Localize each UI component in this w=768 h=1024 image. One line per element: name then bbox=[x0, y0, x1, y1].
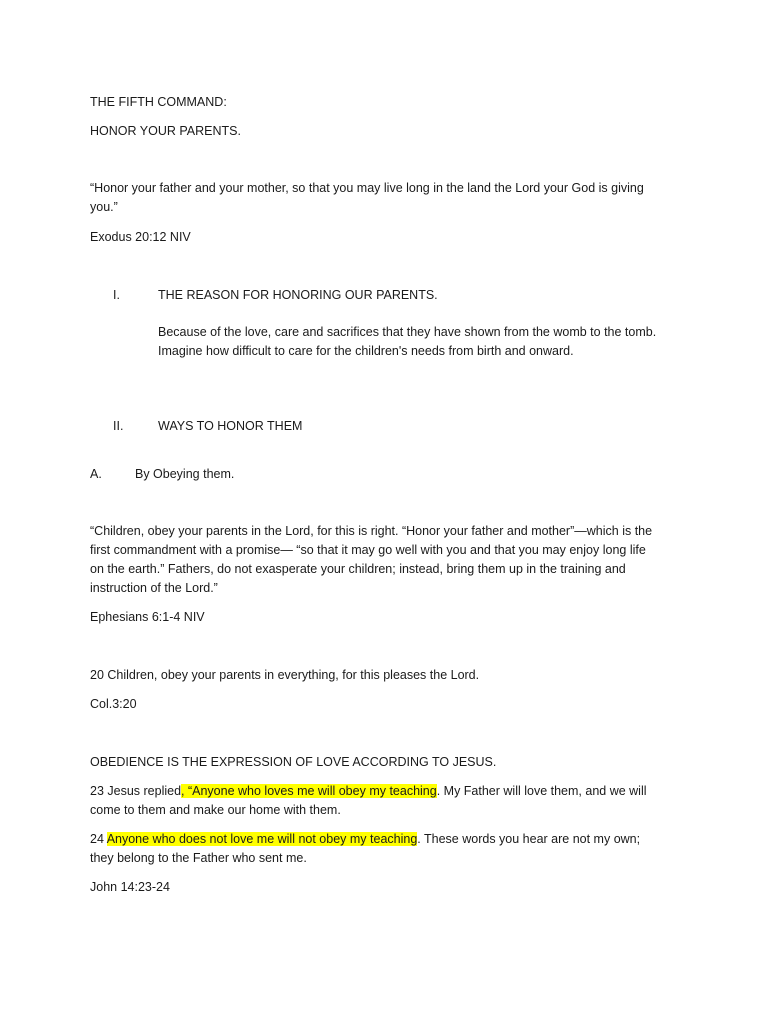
section-2-number: II. bbox=[113, 419, 124, 433]
verse-ephesians-line-1: “Children, obey your parents in the Lord, for this is right. “Honor your father and mother”—which is the bbox=[90, 524, 653, 538]
verse-23-suffix: . My Father will love them, and we will bbox=[436, 784, 647, 798]
document-subtitle: HONOR YOUR PARENTS. bbox=[90, 124, 241, 138]
verse-ephesians-line-3: on the earth.” Fathers, do not exasperate your children; instead, bring them up in the training and bbox=[90, 562, 626, 576]
verse-23-line-1 bbox=[90, 782, 647, 801]
document-title: THE FIFTH COMMAND: bbox=[90, 95, 227, 109]
subsection-a-letter: A. bbox=[90, 467, 102, 481]
verse-23-highlight: , “Anyone who loves me will obey my teaching bbox=[181, 784, 437, 798]
section-1-number: I. bbox=[113, 288, 120, 302]
heading-obedience: OBEDIENCE IS THE EXPRESSION OF LOVE ACCORDING TO JESUS. bbox=[90, 755, 497, 769]
verse-exodus-line-2: you.” bbox=[90, 200, 118, 214]
section-2-title: WAYS TO HONOR THEM bbox=[158, 419, 303, 433]
verse-ephesians-line-2: first commandment with a promise— “so that it may go well with you and that you may enjoy long life bbox=[90, 543, 646, 557]
verse-23-prefix: 23 Jesus replied bbox=[90, 784, 182, 798]
reference-exodus: Exodus 20:12 NIV bbox=[90, 230, 191, 244]
reference-colossians: Col.3:20 bbox=[90, 697, 137, 711]
verse-colossians: 20 Children, obey your parents in everything, for this pleases the Lord. bbox=[90, 668, 480, 682]
verse-24-suffix: . These words you hear are not my own; bbox=[417, 832, 641, 846]
verse-24-line-2: they belong to the Father who sent me. bbox=[90, 851, 307, 865]
section-1-body-line-2: Imagine how difficult to care for the children's needs from birth and onward. bbox=[158, 344, 574, 358]
verse-ephesians-line-4: instruction of the Lord.” bbox=[90, 581, 218, 595]
section-1-title: THE REASON FOR HONORING OUR PARENTS. bbox=[158, 288, 438, 302]
verse-24-prefix: 24 bbox=[90, 832, 107, 846]
verse-24-highlight: Anyone who does not love me will not obey my teaching bbox=[106, 832, 418, 846]
verse-exodus-line-1: “Honor your father and your mother, so that you may live long in the land the Lord your God is giving bbox=[90, 181, 644, 195]
reference-ephesians: Ephesians 6:1-4 NIV bbox=[90, 610, 205, 624]
reference-john: John 14:23-24 bbox=[90, 880, 170, 894]
verse-24-line-1 bbox=[90, 830, 640, 849]
verse-23-line-2: come to them and make our home with them. bbox=[90, 803, 341, 817]
section-1-body-line-1: Because of the love, care and sacrifices that they have shown from the womb to the tomb. bbox=[158, 325, 657, 339]
subsection-a-title: By Obeying them. bbox=[135, 467, 235, 481]
